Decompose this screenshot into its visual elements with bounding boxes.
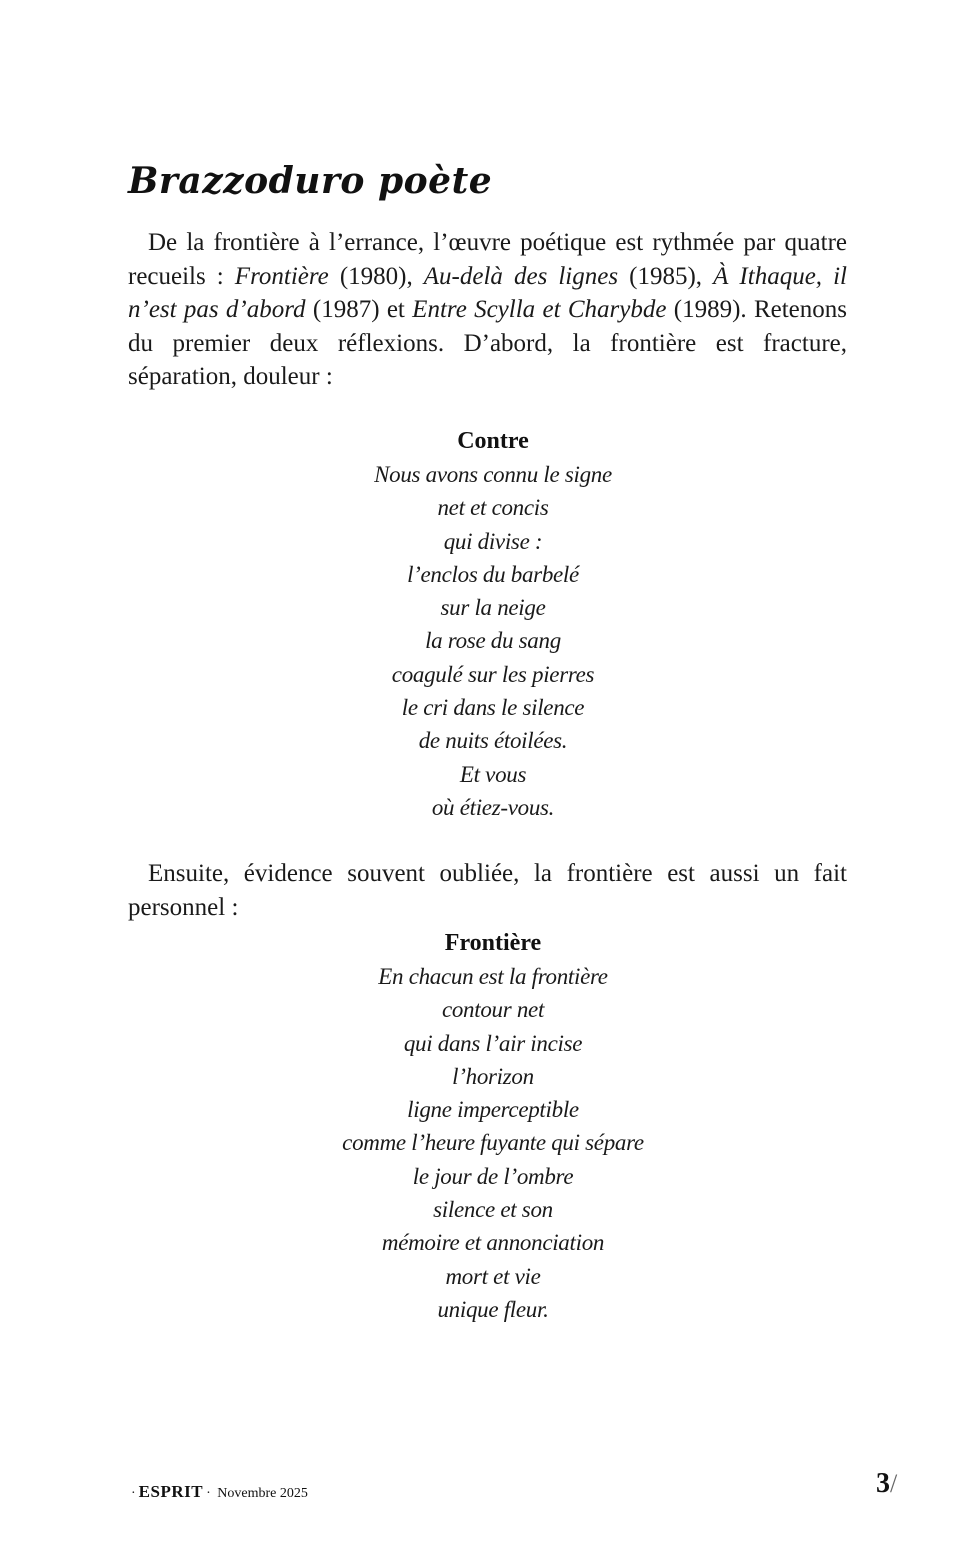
- poem-title: Frontière: [444, 930, 542, 956]
- poem-frontiere: [128, 927, 858, 1326]
- poem-line: mort et vie: [445, 1263, 541, 1289]
- poem-line: Et vous: [459, 761, 527, 787]
- book-title-scylla: Entre Scylla et Charybde: [412, 296, 667, 323]
- intro-text-5: (1989). Retenons du premier deux réflexions. D’abord, la frontière est fracture, séparation, douleur :: [128, 296, 847, 390]
- poem-line: qui divise :: [443, 528, 543, 554]
- intro-text-3: (1985),: [618, 262, 714, 290]
- poem-line: qui dans l’air incise: [403, 1030, 583, 1056]
- poem-line: le jour de l’ombre: [412, 1163, 574, 1189]
- poem-line: où étiez-vous.: [431, 794, 555, 820]
- poem-line: le cri dans le silence: [401, 695, 585, 721]
- poem-title: Contre: [457, 428, 529, 454]
- poem-line: sur la neige: [440, 595, 546, 621]
- page-number-value: 3: [876, 1468, 890, 1499]
- book-title-frontiere: Frontière: [234, 262, 329, 290]
- intro-text-2: (1980),: [328, 262, 424, 290]
- poem-line: unique fleur.: [437, 1296, 549, 1322]
- poem-line: l’enclos du barbelé: [407, 561, 579, 587]
- book-title-ithaque: À Ithaque, il n’est pas d’abord: [128, 262, 847, 323]
- section-title: Brazzoduro poète: [128, 160, 493, 202]
- journal-name: ESPRIT: [138, 1482, 204, 1501]
- page-footer: [128, 1482, 308, 1502]
- intro-paragraph: [128, 226, 847, 394]
- intro-text-4: (1987) et: [305, 296, 413, 323]
- book-title-au-dela: Au-delà des lignes: [423, 262, 619, 290]
- footer-dot: ·: [131, 1486, 136, 1501]
- page-number-slash: /: [890, 1469, 898, 1498]
- poem-line: comme l’heure fuyante qui sépare: [342, 1130, 644, 1156]
- poem-line: coagulé sur les pierres: [391, 661, 595, 687]
- poem-line: silence et son: [433, 1197, 553, 1223]
- poem-line: l’horizon: [452, 1063, 534, 1089]
- poem-line: net et concis: [437, 495, 549, 521]
- poem-line: En chacun est la frontière: [378, 964, 608, 989]
- intro-text-1: De la frontière à l’errance, l’œuvre poétique est rythmée par quatre recueils :: [128, 229, 847, 290]
- transition-paragraph: Ensuite, évidence souvent oubliée, la frontière est aussi un fait personnel :: [128, 860, 847, 921]
- poem-line: mémoire et annonciation: [381, 1230, 605, 1256]
- issue-date: Novembre 2025: [217, 1486, 308, 1501]
- poem-line: ligne imperceptible: [407, 1097, 579, 1123]
- poem-line: la rose du sang: [425, 628, 561, 654]
- poem-contre: [128, 425, 858, 824]
- poem-line: contour net: [441, 997, 545, 1023]
- footer-dot: ·: [206, 1486, 211, 1501]
- page-number: [876, 1468, 897, 1500]
- poem-line: de nuits étoilées.: [418, 728, 568, 754]
- poem-line: Nous avons connu le signe: [374, 462, 612, 487]
